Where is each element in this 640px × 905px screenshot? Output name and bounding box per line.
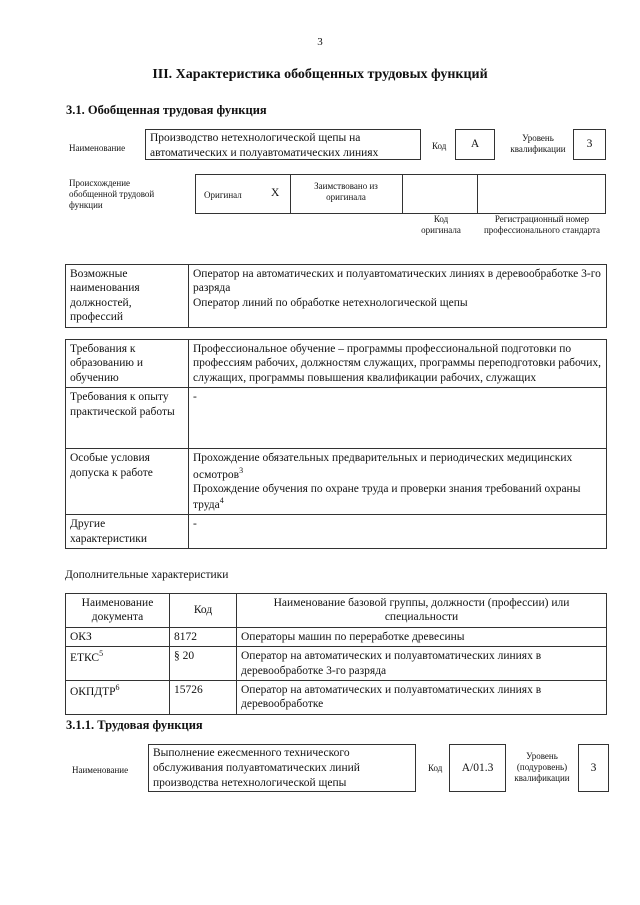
exp-label: Требования к опыту практической работы <box>66 388 189 449</box>
header-doc: Наименование документа <box>66 594 170 628</box>
positions-table <box>65 264 607 328</box>
s31-name-label: Наименование <box>69 143 126 153</box>
edu-value: Профессиональное обучение – программы профессиональной подготовки по профессиям рабочих, должностям служащих, программы переподготовки рабочих, служащих, программы повышения квалификации рабочих, служащих <box>189 340 607 388</box>
row-code: § 20 <box>170 647 237 681</box>
other-label: Другие характеристики <box>66 515 189 549</box>
footnote-6: 6 <box>115 682 120 692</box>
s31-level-value: 3 <box>573 129 606 160</box>
footnote-4: 4 <box>219 496 224 506</box>
s311-name-label: Наименование <box>72 765 129 775</box>
positions-label: Возможные наименования должностей, профессий <box>66 265 189 328</box>
s31-level-label: Уровень квалификации <box>510 133 566 154</box>
table-row <box>66 627 607 646</box>
additional-table <box>65 593 607 715</box>
special-value-2: Прохождение обучения по охране труда и проверки знания требований охраны труда$^4$ <box>193 482 581 511</box>
row-name: Оператор на автоматических и полуавтоматических линиях в деревообработке <box>237 680 607 714</box>
s311-level-label: Уровень (подуровень) квалификации <box>514 751 570 783</box>
positions-line-1: Оператор на автоматических и полуавтоматических линиях в деревообработке 3-го разряда <box>193 268 601 295</box>
row-name: Оператор на автоматических и полуавтоматических линиях в деревообработке 3-го разряда <box>237 647 607 681</box>
row-code: 15726 <box>170 680 237 714</box>
header-name: Наименование базовой группы, должности (профессии) или специальности <box>237 594 607 628</box>
s311-name-value: Выполнение ежесменного технического обслуживания полуавтоматических линий производства нетехнологической щепы <box>148 744 416 792</box>
page-number: 3 <box>317 36 323 48</box>
positions-line-2: Оператор линий по обработке нетехнологической щепы <box>193 296 468 309</box>
row-doc: ОКПДТР$^6$ <box>66 680 170 714</box>
s31-heading: 3.1. Обобщенная трудовая функция <box>66 103 267 117</box>
requirements-table <box>65 339 607 549</box>
origin-box <box>195 174 606 214</box>
origin-divider-1 <box>290 174 291 214</box>
s311-code-value: A/01.3 <box>449 744 506 792</box>
header-code: Код <box>170 594 237 628</box>
s311-heading: 3.1.1. Трудовая функция <box>66 718 203 732</box>
origin-divider-3 <box>477 174 478 214</box>
s31-code-value: А <box>455 129 495 160</box>
original-mark: X <box>271 187 280 199</box>
row-doc: ЕТКС$^5$ <box>66 647 170 681</box>
table-row <box>66 647 607 681</box>
section-title: III. Характеристика обобщенных трудовых функций <box>152 67 488 82</box>
other-value: - <box>189 515 607 549</box>
s31-name-value: Производство нетехнологической щепы на автоматических и полуавтоматических линиях <box>145 129 421 160</box>
original-label: Оригинал <box>204 190 242 200</box>
row-name: Операторы машин по переработке древесины <box>237 627 607 646</box>
s311-code-label: Код <box>428 763 443 773</box>
borrowed-label: Заимствовано из оригинала <box>314 181 378 202</box>
special-label: Особые условия допуска к работе <box>66 449 189 515</box>
row-doc: ОКЗ <box>66 627 170 646</box>
s31-code-label: Код <box>432 141 447 151</box>
row-code: 8172 <box>170 627 237 646</box>
origin-label: Происхождение обобщенной трудовой функции <box>69 178 155 210</box>
origin-divider-2 <box>402 174 403 214</box>
exp-value: - <box>189 388 607 449</box>
orig-code-label: Код оригинала <box>421 214 461 235</box>
reg-number-label: Регистрационный номер профессионального стандарта <box>483 214 601 235</box>
table-row <box>66 680 607 714</box>
additional-title: Дополнительные характеристики <box>65 569 229 581</box>
s311-level-value: 3 <box>578 744 609 792</box>
special-value-1: Прохождение обязательных предварительных и периодических медицинских осмотров$^3$ <box>193 452 573 481</box>
edu-label: Требования к образованию и обучению <box>66 340 189 388</box>
footnote-3: 3 <box>239 465 244 475</box>
footnote-5: 5 <box>99 649 104 659</box>
